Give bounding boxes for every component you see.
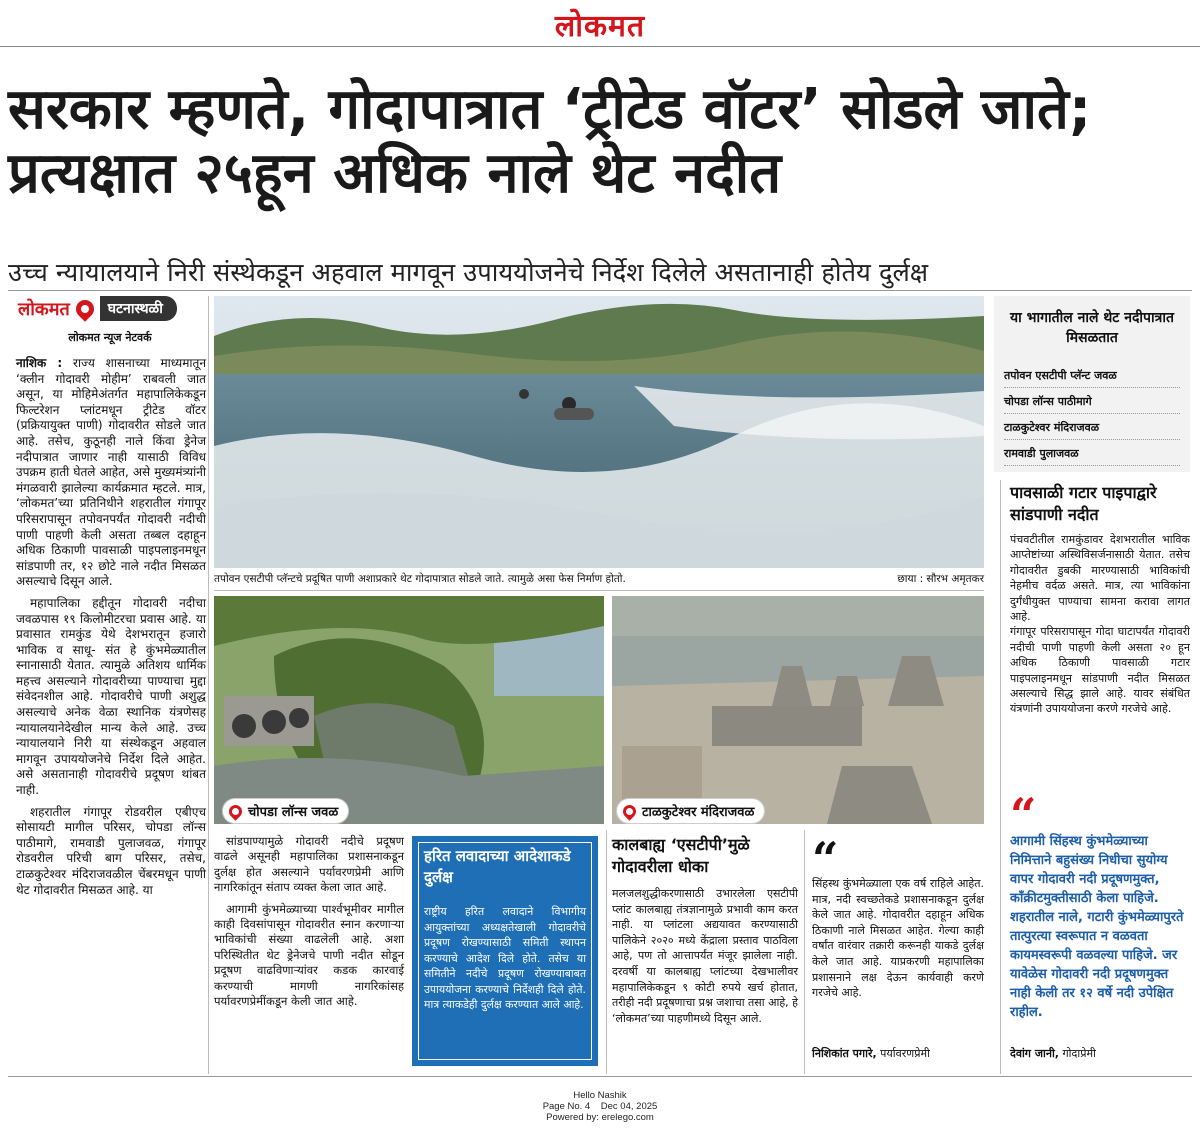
quote1-role: पर्यावरणप्रेमी (880, 1047, 930, 1060)
caption-text: तपोवन एसटीपी प्लॅन्टचे प्रदूषित पाणी अशाप्रकारे थेट गोदापात्रात सोडले जाते. त्यामुळे असा फेस निर्माण होतो. (214, 573, 626, 585)
article-column-1 (16, 356, 206, 904)
monsoon-heading: पावसाळी गटार पाइपाद्वारे सांडपाणी नदीत (1010, 483, 1157, 524)
paragraph: गंगापूर परिसरापासून गोदा घाटापर्यंत गोदावरी नदीची पाणी पाहणी केली असता २० हून अधिक ठिकाणी पावसाळी गटार पाइपलाइनमधून सांडपाणी नदीत मिसळत असल्याचे सिद्ध झाले आहे. यावर संबंधित यंत्रणांनी उपाययोजना करणे गरजेचे आहे. (1010, 625, 1190, 716)
article-column-2 (214, 834, 404, 1009)
brand-place: घटनास्थळी (100, 296, 177, 321)
main-photo-caption (214, 568, 984, 591)
quote1-text: सिंहस्थ कुंभमेळ्याला एक वर्ष राहिले आहेत. मात्र, नदी स्वच्छतेकडे प्रशासनाकडून दुर्लक्ष केले जात आहे. गोदावरीत दहाहून अधिक ठिकाणी नाले मिसळत आहेत. गेल्या काही वर्षांत वारंवार तक्रारी करूनही याकडे दुर्लक्ष केले जात आहे. याप्रकरणी महापालिका प्रशासनाने लक्ष देऊन कार्यवाही करणे गरजेचे आहे. (812, 877, 984, 1000)
main-photo (214, 296, 984, 568)
location-tag-label: चोपडा लॉन्स जवळ (248, 805, 339, 820)
footer (0, 1090, 1200, 1123)
location-pin-icon (72, 296, 97, 321)
paragraph: महापालिका हद्दीतून गोदावरी नदीचा जवळपास १९ किलोमीटरचा प्रवास आहे. या प्रवासात रामकुंड येथे देशभरातून हजारो भाविक व साधू- संत हे कुंभमेळ्यातील स्नानासाठी येतात. त्यामुळे अतिशय धार्मिक महत्त्व असल्याने गोदावरीच्या पाण्याचा मुद्दा संवेदनशील आहे. गोदावरीचे पाणी अशुद्ध असल्याचे अनेक वेळा स्थानिक यंत्रणेसह न्यायालयानेदेखील मान्य केले आहे. उच्च न्यायालयाने निरी या संस्थेकडून अहवाल मागवून उपाययोजनेचे निर्देश दिले आहेत. असे असतानाही गोदावरीचे प्रदूषण थांबत नाही. (16, 595, 206, 798)
tribunal-text: राष्ट्रीय हरित लवादाने विभागीय आयुक्तांच्या अध्यक्षतेखाली गोदावरीचे प्रदूषण रोखण्यासाठी समिती स्थापन करण्याचे आदेश दिले होते. तसेच या समितीने नदीचे प्रदूषण रोखण्याबाबत उपाययोजना करण्याचे निर्देशही दिले होते. मात्र त्याकडेही दुर्लक्ष करण्यात आले आहे. (424, 905, 586, 1011)
sidebox-item: तपोवन एसटीपी प्लॅन्ट जवळ (1004, 364, 1180, 388)
brand-logo: लोकमत (18, 298, 70, 320)
subheadline: उच्च न्यायालयाने निरी संस्थेकडून अहवाल मागवून उपाययोजनेचे निर्देश दिलेले असतानाही होतेय दुर्लक्ष (8, 258, 929, 288)
dateline: नाशिक : (16, 356, 63, 370)
masthead-logo: लोकमत (554, 8, 646, 44)
column-rule (606, 830, 607, 1074)
photo-talkuteshwar (612, 596, 984, 824)
stp-heading: कालबाह्य ‘एसटीपी’मुळे गोदावरीला धोका (612, 835, 750, 876)
byline: लोकमत न्यूज नेटवर्क (68, 331, 152, 344)
column-rule (804, 830, 805, 1074)
tribunal-heading: हरित लवादाच्या आदेशाकडे दुर्लक्ष (424, 847, 571, 886)
river-foam-image (214, 296, 984, 568)
quote-icon: “ (1010, 788, 1037, 842)
photo-credit: छाया : सौरभ अमृतकर (897, 573, 984, 585)
divider (0, 46, 1200, 47)
quote2-text: आगामी सिंहस्थ कुंभमेळ्याच्या निमित्ताने बहुसंख्य निधीचा सुयोग्य वापर गोदावरी नदी प्रदूषणमुक्त, कॉंक्रीटमुक्तीसाठी केला पाहिजे. शहरातील नाले, गटारी कुंभमेळ्यापुरते तात्पुरत्या स्वरूपात न वळवता कायमस्वरूपी वळवल्या पाहिजे. जर यावेळेस गोदावरी नदी प्रदूषणमुक्त नाही केली तर १२ वर्षे नदी उपेक्षित राहील. (1010, 834, 1184, 1020)
headline: सरकार म्हणते, गोदापात्रात ‘ट्रीटेड वॉटर’ सोडले जाते; प्रत्यक्षात २५हून अधिक नाले थेट नदीत (8, 77, 1092, 206)
riverbank-ghat-image (612, 596, 984, 824)
quote-icon: “ (812, 832, 839, 886)
stp-text: मलजलशुद्धीकरणासाठी उभारलेला एसटीपी प्लांट कालबाह्य तंत्रज्ञानामुळे प्रभावी काम करत नाही. या प्लांटला अद्ययावत करण्यासाठी पालिकेने २०२० मध्ये केंद्राला प्रस्ताव पाठविला आहे, पण तो आत्तापर्यंत मंजूर झालेला नाही. दरवर्षी या कालबाह्य प्लांटच्या देखभालीवर महापालिकेकडून ९ कोटी रुपये खर्च होतात, तरीही नदी प्रदूषणाचा प्रश्न जशाचा तसा आहे, हे ‘लोकमत’च्या पाहणीमध्ये दिसून आले. (612, 887, 799, 1025)
sidebox-title: या भागातील नाले थेट नदीपात्रात मिसळतात (1010, 310, 1174, 346)
quote2-role: गोदाप्रेमी (1062, 1047, 1096, 1060)
paragraph: पंचवटीतील रामकुंडावर देशभरातील भाविक आप्तेष्टांच्या अस्थिविसर्जनासाठी येतात. तसेच गोदावरीत डुबकी मारण्यासाठी भाविकांची नेहमीच वर्दळ असते. मात्र, त्या भाविकांना दुर्गंधीयुक्त पाण्याचा सामना करावा लागत आहे. (1010, 533, 1190, 624)
masthead (0, 0, 1200, 48)
drain-outlet-image (214, 596, 604, 824)
footer-powered: Powered by: erelego.com (546, 1112, 654, 1123)
sidebox-item: चोपडा लॉन्स पाठीमागे (1004, 390, 1180, 414)
paragraph: सांडपाण्यामुळे गोदावरी नदीचे प्रदूषण वाढले असूनही महापालिका प्रशासनाकडून दुर्लक्ष होत असल्याने पर्यावरणप्रेमी आणि नागरिकांतून संताप व्यक्त केला जात आहे. (214, 834, 404, 895)
paragraph: शहरातील गंगापूर रोडवरील एबीएच सोसायटी मागील परिसर, चोपडा लॉन्स पाठीमागे, रामवाडी पुलाजवळ, गंगापूर रोडवरील परिची बाग परिसर, तसेच, टाळकुटेश्वर मंदिराजवळील चेंबरमधून पाणी थेट गोदावरीत मिसळत आहे. या (16, 804, 206, 897)
paragraph: आगामी कुंभमेळ्याच्या पार्श्वभूमीवर मागील काही दिवसांपासून गोदावरीत स्नान करणाऱ्या भाविकांची संख्या वाढलेली आहे. अशा परिस्थितीत थेट ड्रेनेजचे पाणी नदीत सोडून प्रदूषण वाढविणाऱ्यांवर कडक कारवाई करण्याची मागणी नागरिकांसह पर्यावरणप्रेमींकडून केली जात आहे. (214, 901, 404, 1009)
divider (8, 1076, 1192, 1077)
column-rule (1000, 480, 1001, 1074)
footer-page-date: Page No. 4 Dec 04, 2025 (542, 1101, 658, 1112)
sidebox-item: रामवाडी पुलाजवळ (1004, 442, 1180, 466)
location-tag (616, 798, 765, 824)
photo-chopda-lawns (214, 596, 604, 824)
monsoon-text (1010, 532, 1190, 717)
divider (8, 290, 1192, 291)
location-tag-label: टाळकुटेश्वर मंदिराजवळ (642, 805, 755, 820)
location-pin-icon (620, 802, 638, 820)
quote1-name: निशिकांत पगारे, (812, 1047, 877, 1060)
quote2-attribution (1010, 1046, 1192, 1061)
footer-edition: Hello Nashik (573, 1090, 627, 1101)
column-rule (208, 296, 209, 1074)
brand-tag (18, 296, 177, 321)
paragraph: राज्य शासनाच्या माध्यमातून ‘क्लीन गोदावरी मोहीम’ राबवली जात असून, या मोहिमेअंतर्गत महापालिकेकडून फिल्टरेशन प्लांटमधून ट्रीटेड वॉटर (प्रक्रियायुक्त पाणी) गोदावरीत सोडले जात आहे. तसेच, कुठूनही नाले किंवा ड्रेनेज नदीपात्रात जाणार नाही यासाठी विविध उपक्रम हाती घेतले आहेत, असे मुख्यमंत्र्यांनी मंगळवारी झालेल्या कार्यक्रमात म्हटले. मात्र, ‘लोकमत’च्या प्रतिनिधीने शहरातील गंगापूर परिसरापासून तपोवनपर्यंत गोदावरी नदीची पाणी पाहणी केली असता तब्बल दहाहून अधिक ठिकाणी पावसाळी पाइपलाइनमधून सांडपाणी तर, १२ छोटे नाले नदीत मिसळत असल्याचे दिसून आले. (16, 356, 206, 589)
quote1-attribution (812, 1046, 992, 1061)
location-pin-icon (226, 802, 244, 820)
location-tag (222, 798, 349, 824)
sidebox-item: टाळकुटेश्वर मंदिराजवळ (1004, 416, 1180, 440)
quote2-name: देवांग जानी, (1010, 1047, 1059, 1060)
